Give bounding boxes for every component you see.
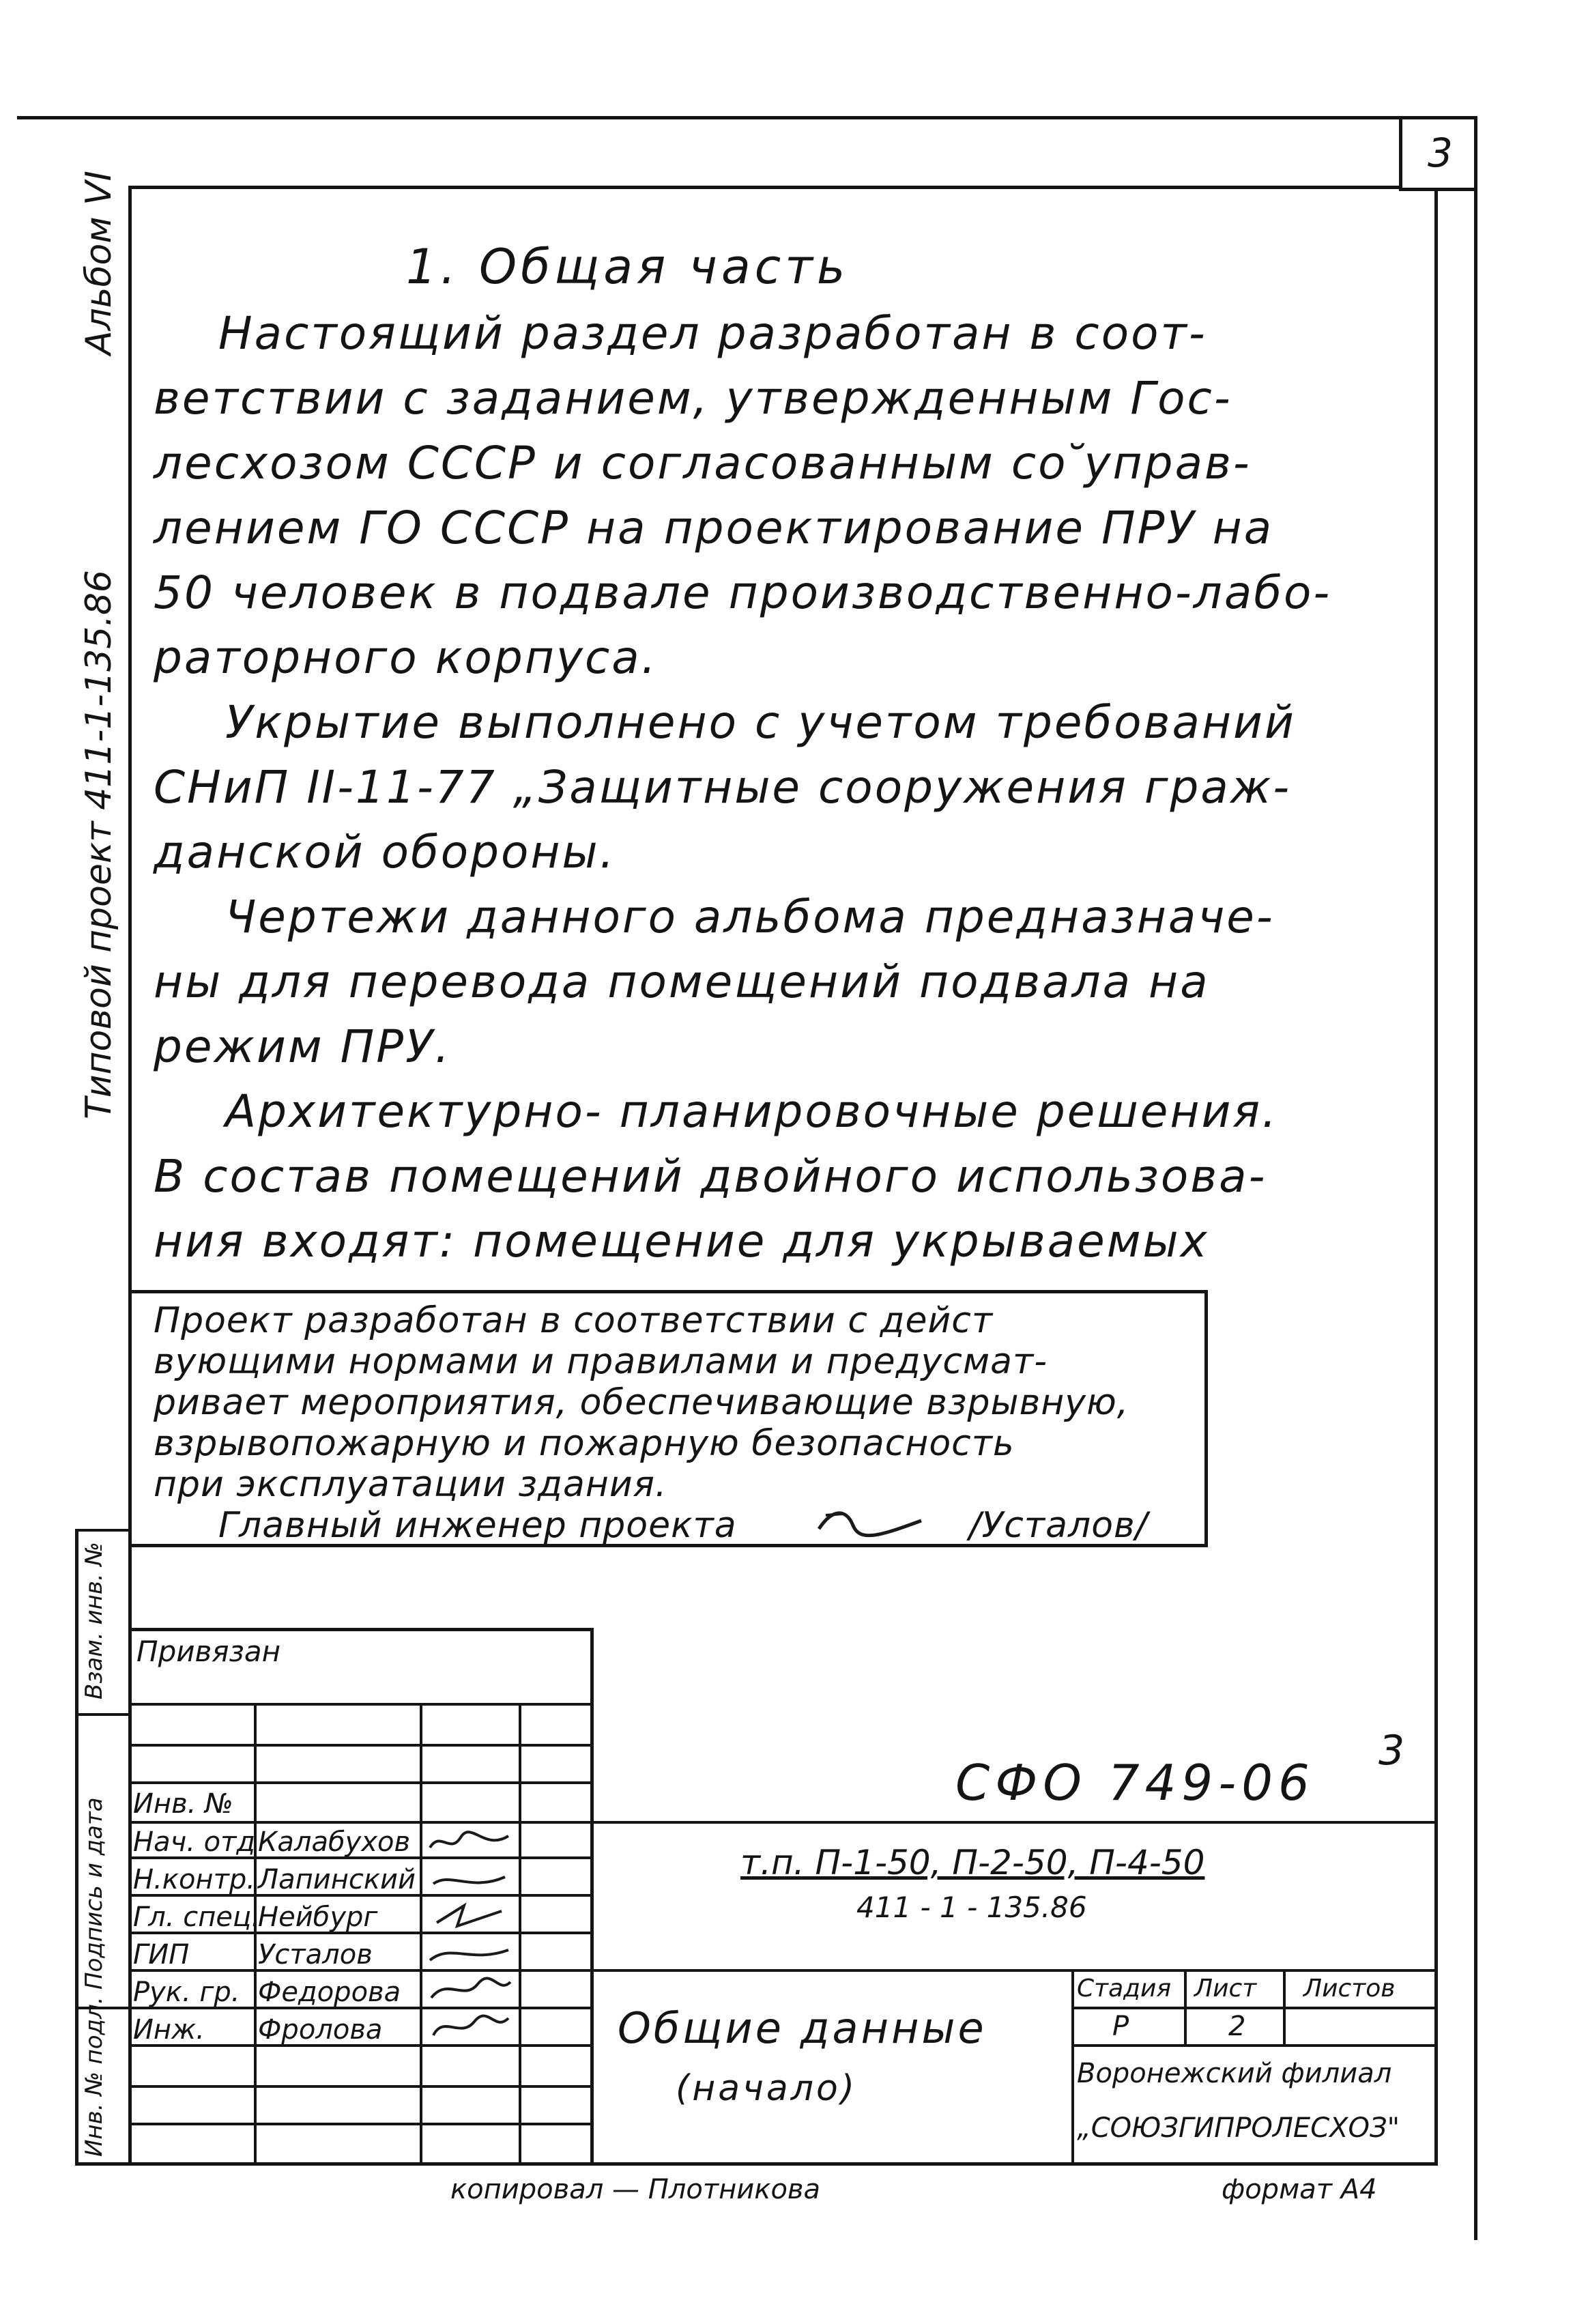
body-line: Настоящий раздел разработан в соот-	[218, 307, 1207, 360]
tb-v-stage	[1071, 1969, 1074, 2162]
staff-name: Нейбург	[258, 1902, 378, 1933]
page-box-left	[1399, 117, 1402, 189]
org-line1: Воронежский филиал	[1077, 2058, 1392, 2089]
sheet-label: Лист	[1194, 1975, 1257, 2003]
body-line: данской обороны.	[154, 826, 616, 878]
page-box-right	[1474, 117, 1477, 2240]
side-caption-album: Альбом VI	[78, 170, 119, 355]
grid-h4	[128, 1821, 1435, 1824]
frame-right	[1434, 188, 1438, 2164]
body-line: лесхозом СССР и согласованным со ̆управ-	[154, 437, 1252, 489]
note-line: Проект разработан в соответствии с дейст	[154, 1300, 994, 1341]
note-line: взрывопожарную и пожарную безопасность	[154, 1423, 1015, 1464]
frame-top	[128, 186, 1402, 189]
staff-role: ГИП	[133, 1939, 190, 1970]
staff-name: Федорова	[258, 1977, 401, 2008]
staff-role: Гл. спец.	[133, 1902, 260, 1933]
frame-bottom	[75, 2162, 1438, 2166]
top-rule	[17, 116, 1477, 119]
sheets-label: Листов	[1303, 1975, 1396, 2003]
body-line: лением ГО СССР на проектирование ПРУ на	[154, 502, 1274, 554]
strip-h1	[75, 1529, 130, 1532]
body-line: ветствии с заданием, утвержденным Гос-	[154, 372, 1232, 425]
grid-h12	[128, 2123, 592, 2125]
note-signoff-name: /Усталов/	[969, 1505, 1149, 1546]
note-line: при эксплуатации здания.	[154, 1464, 667, 1505]
strip-left	[75, 1529, 78, 2166]
page-number: 3	[1428, 130, 1453, 176]
strip-label-inv-orig: Инв. № подл.	[81, 1996, 108, 2157]
note-line: вующими нормами и правилами и предусмат-	[154, 1341, 1048, 1382]
staff-name: Калабухов	[258, 1826, 411, 1858]
sheet-subtitle: (начало)	[676, 2068, 858, 2109]
grid-h2	[128, 1744, 592, 1747]
grid-h1	[128, 1703, 592, 1706]
sheet-value: 2	[1228, 2011, 1246, 2042]
body-line: Архитектурно- планировочные решения.	[225, 1085, 1279, 1138]
project-line1: т.п. П-1-50, П-2-50, П-4-50	[740, 1843, 1205, 1882]
staff-role: Н.контр.	[133, 1864, 255, 1895]
body-line: раторного корпуса.	[154, 631, 658, 684]
body-line: ны для перевода помещений подвала на	[154, 956, 1210, 1008]
section-title: 1. Общая часть	[406, 239, 850, 295]
inv-label: Инв. №	[133, 1788, 233, 1820]
strip-h2	[75, 1713, 130, 1716]
stage-value: Р	[1112, 2011, 1129, 2042]
strip-label-signature-date: Подпись и дата	[81, 1797, 108, 1990]
staff-name: Усталов	[258, 1939, 373, 1970]
note-line: ривает мероприятия, обеспечивающие взрывную,	[154, 1382, 1129, 1423]
side-caption-project: Типовой проект 411-1-135.86	[78, 569, 119, 1119]
sheet-title: Общие данные	[618, 2003, 987, 2053]
frame-left	[128, 186, 132, 2165]
tb-h-stage	[1071, 2007, 1437, 2009]
staff-name: Фролова	[258, 2014, 383, 2046]
stage-label: Стадия	[1077, 1975, 1172, 2003]
staff-signatures	[423, 1824, 519, 2049]
note-box-right	[1204, 1290, 1208, 1546]
sheet-format: формат А4	[1222, 2174, 1377, 2205]
grid-h3	[128, 1781, 592, 1784]
body-line: В состав помещений двойного использова-	[154, 1150, 1267, 1203]
staff-role: Инж.	[133, 2014, 205, 2046]
body-line: Чертежи данного альбома предназначе-	[225, 891, 1275, 943]
privyazan-top	[128, 1628, 592, 1631]
strip-label-replace-inv: Взам. инв. №	[81, 1542, 108, 1699]
staff-role: Нач. отд	[133, 1826, 256, 1858]
staff-name: Лапинский	[258, 1864, 416, 1895]
body-line: Укрытие выполнено с учетом требований	[225, 696, 1296, 749]
privyazan-label: Привязан	[136, 1635, 281, 1668]
tb-h-org	[1071, 2044, 1437, 2047]
note-box-top	[128, 1290, 1207, 1293]
grid-h11	[128, 2085, 592, 2088]
body-line: СНиП II-11-77 „Защитные сооружения граж-	[154, 761, 1292, 814]
page-mark: 3	[1378, 1727, 1405, 1775]
org-line2: „СОЮЗГИПРОЛЕСХОЗ"	[1077, 2112, 1400, 2144]
body-line: 50 человек в подвале производственно-лабо-	[154, 566, 1332, 619]
body-line: ния входят: помещение для укрываемых	[154, 1215, 1209, 1267]
chief-engineer-signature	[812, 1502, 928, 1543]
doc-code: СФО 749-06	[955, 1754, 1315, 1811]
project-line2: 411 - 1 - 135.86	[856, 1891, 1087, 1924]
copied-by: копировал — Плотникова	[450, 2174, 821, 2205]
body-line: режим ПРУ.	[154, 1020, 452, 1073]
note-signoff: Главный инженер проекта	[218, 1505, 737, 1546]
staff-role: Рук. гр.	[133, 1977, 240, 2008]
